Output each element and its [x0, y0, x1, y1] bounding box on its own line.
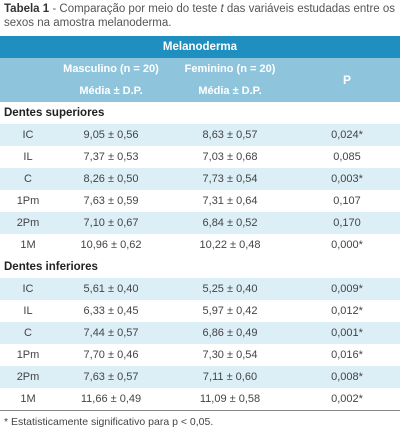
header-p: P: [294, 58, 400, 102]
cell-tooth: 1M: [0, 388, 56, 411]
cell-masc: 11,66 ± 0,49: [56, 388, 166, 411]
cell-masc: 7,37 ± 0,53: [56, 146, 166, 168]
header-stat-fem: Média ± D.P.: [166, 80, 294, 102]
cell-masc: 8,26 ± 0,50: [56, 168, 166, 190]
cell-masc: 7,63 ± 0,59: [56, 190, 166, 212]
cell-p: 0,016*: [294, 344, 400, 366]
cell-masc: 5,61 ± 0,40: [56, 278, 166, 300]
footnote: * Estatisticamente significativo para p < 0,05.: [4, 416, 214, 428]
caption-label: Tabela 1: [4, 3, 50, 15]
cell-tooth: 2Pm: [0, 366, 56, 388]
cell-masc: 7,10 ± 0,67: [56, 212, 166, 234]
cell-fem: 5,97 ± 0,42: [166, 300, 294, 322]
caption-italic: t: [220, 3, 224, 15]
table-caption: [4, 2, 396, 30]
cell-p: 0,024*: [294, 124, 400, 146]
cell-p: 0,008*: [294, 366, 400, 388]
section-header: [0, 256, 400, 278]
caption-text-after: das variáveis estudadas entre os sexos na amostra melanoderma.: [4, 3, 396, 29]
cell-tooth: 1Pm: [0, 190, 56, 212]
cell-p: 0,012*: [294, 300, 400, 322]
cell-tooth: IL: [0, 300, 56, 322]
header-feminino: Feminino (n = 20): [166, 58, 294, 80]
table-row: [0, 146, 400, 168]
header-masculino: Masculino (n = 20): [56, 58, 166, 80]
table-row: [0, 278, 400, 300]
table-bottom-rule: [0, 411, 400, 414]
cell-fem: 5,25 ± 0,40: [166, 278, 294, 300]
cell-masc: 6,33 ± 0,45: [56, 300, 166, 322]
header-blank-2: [0, 80, 56, 102]
cell-tooth: C: [0, 168, 56, 190]
cell-masc: 7,70 ± 0,46: [56, 344, 166, 366]
cell-fem: 7,73 ± 0,54: [166, 168, 294, 190]
bottom-rule-cell: [0, 411, 400, 414]
cell-p: 0,009*: [294, 278, 400, 300]
cell-p: 0,000*: [294, 234, 400, 256]
group-title: Melanoderma: [0, 36, 400, 58]
table-row: [0, 388, 400, 411]
cell-tooth: 2Pm: [0, 212, 56, 234]
cell-masc: 10,96 ± 0,62: [56, 234, 166, 256]
table-row: [0, 212, 400, 234]
section-title: Dentes superiores: [0, 102, 400, 124]
table-row: [0, 168, 400, 190]
cell-masc: 7,44 ± 0,57: [56, 322, 166, 344]
cell-fem: 7,30 ± 0,54: [166, 344, 294, 366]
cell-p: 0,085: [294, 146, 400, 168]
cell-fem: 7,11 ± 0,60: [166, 366, 294, 388]
header-stat-masc: Média ± D.P.: [56, 80, 166, 102]
header-blank: [0, 58, 56, 80]
cell-tooth: IL: [0, 146, 56, 168]
table-row: [0, 366, 400, 388]
comparison-table: [0, 36, 400, 413]
cell-p: 0,170: [294, 212, 400, 234]
cell-p: 0,107: [294, 190, 400, 212]
table-row: [0, 234, 400, 256]
cell-p: 0,001*: [294, 322, 400, 344]
cell-fem: 6,84 ± 0,52: [166, 212, 294, 234]
caption-text-before: - Comparação por meio do teste: [49, 3, 221, 15]
cell-fem: 11,09 ± 0,58: [166, 388, 294, 411]
cell-fem: 7,03 ± 0,68: [166, 146, 294, 168]
table-row: [0, 300, 400, 322]
table-row: [0, 344, 400, 366]
section-header: [0, 102, 400, 124]
cell-tooth: 1M: [0, 234, 56, 256]
table-row: [0, 190, 400, 212]
cell-fem: 6,86 ± 0,49: [166, 322, 294, 344]
table-body: [0, 102, 400, 413]
cell-tooth: 1Pm: [0, 344, 56, 366]
cell-masc: 9,05 ± 0,56: [56, 124, 166, 146]
cell-fem: 10,22 ± 0,48: [166, 234, 294, 256]
cell-p: 0,003*: [294, 168, 400, 190]
cell-fem: 7,31 ± 0,64: [166, 190, 294, 212]
cell-tooth: C: [0, 322, 56, 344]
cell-fem: 8,63 ± 0,57: [166, 124, 294, 146]
table-row: [0, 322, 400, 344]
cell-p: 0,002*: [294, 388, 400, 411]
cell-masc: 7,63 ± 0,57: [56, 366, 166, 388]
table-row: [0, 124, 400, 146]
section-title: Dentes inferiores: [0, 256, 400, 278]
cell-tooth: IC: [0, 124, 56, 146]
cell-tooth: IC: [0, 278, 56, 300]
